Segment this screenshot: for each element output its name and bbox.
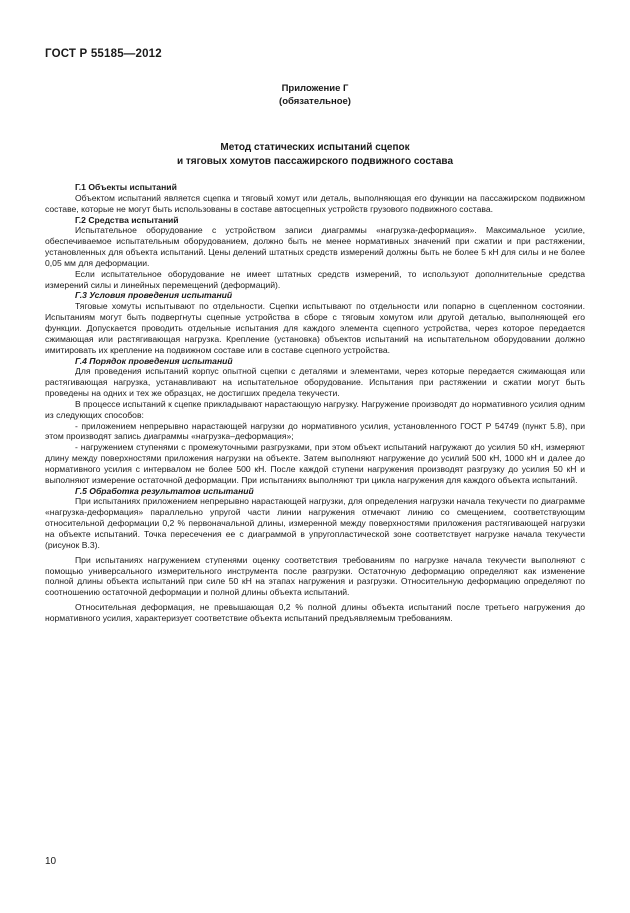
paragraph: Объектом испытаний является сцепка и тяговый хомут или деталь, выполняющая его функции на пассажирском подвижном составе, которые не могут быть использованы в составе автосцепных устройств грузового подвижного состава.	[45, 192, 585, 214]
section-heading-g4: Г.4 Порядок проведения испытаний	[75, 355, 233, 366]
section-heading-g3: Г.3 Условия проведения испытаний	[75, 290, 233, 301]
paragraph: Относительная деформация, не превышающая 0,2 % полной длины объекта испытаний после третьего нагружения до нормативного усилия, характеризует соответствие объекта испытаний предъявляемым требованиям.	[45, 602, 585, 623]
paragraph: В процессе испытаний к сцепке прикладывают нарастающую нагрузку. Нагружение производят до нормативного усилия одним из следующих способов:	[45, 398, 585, 420]
appendix-title	[0, 141, 630, 169]
title-line-1: Метод статических испытаний сцепок	[220, 142, 410, 153]
list-item: - нагружением ступенями с промежуточными разгрузками, при этом объект испытаний нагружают до усилия 50 кН, измеряют длину между поверхностями приложения нагрузки на объекте. Затем выполняют нагружение до усилий 500 кН, 1000 кН и далее до нормативного усилия с интервалом не более 500 кН. После каждой ступени нагружения производят разгрузку до усилия 50 кН и выполняют измерение остаточной деформации. При испытаниях выполняют три цикла нагружения для каждого объекта испытаний.	[45, 442, 585, 485]
page-number: 10	[45, 856, 57, 867]
list-item: - приложением непрерывно нарастающей нагрузки до нормативного усилия, установленного ГОСТ Р 54749 (пункт 5.8), при этом производят запись диаграммы «нагрузка–деформация»;	[45, 420, 585, 442]
paragraph: Испытательное оборудование с устройством записи диаграммы «нагрузка-деформация». Максимальное усилие, обеспечиваемое испытательным оборудованием, должно быть не менее нормативных значений при сжатии и при растяжении, установленных для объекта испытаний. Цены делений штатных средств измерений должны быть не более 5 кН для силы и не более 0,05 мм для деформации.	[45, 225, 585, 268]
paragraph: При испытаниях нагружением ступенями оценку соответствия требованиям по нагрузке начала текучести выполняют с помощью универсального измерительного инструмента после разгрузки. Остаточную деформацию определяют как изменение полной длины объекта испытаний при силе 50 кН на этапах нагружения и разгрузки. Относительную деформацию определяют по соотношению остаточной деформации и полной длины объекта испытаний.	[45, 554, 585, 598]
document-body	[45, 182, 585, 624]
appendix-status: (обязательное)	[279, 96, 351, 107]
appendix-heading	[0, 82, 630, 108]
paragraph: Для проведения испытаний корпус опытной сцепки с деталями и элементами, через которые передается сжимающая или растягивающая нагрузка, устанавливают на испытательное оборудование. Испытания при растяжении и сжатии могут быть проведены на одних и тех же образцах, не достигших предела текучести.	[45, 366, 585, 399]
section-heading-g2: Г.2 Средства испытаний	[75, 214, 179, 225]
appendix-label: Приложение Г	[281, 83, 349, 94]
section-heading-g5: Г.5 Обработка результатов испытаний	[75, 485, 254, 496]
paragraph: Если испытательное оборудование не имеет штатных средств измерений, то используют дополнительные средства измерений силы и линейных перемещений (деформаций).	[45, 268, 585, 290]
section-heading-g1: Г.1 Объекты испытаний	[75, 182, 177, 192]
paragraph: При испытаниях приложением непрерывно нарастающей нагрузки, для определения нагрузки начала текучести по диаграмме «нагрузка-деформация» параллельно упругой части линии нагружения отмечают линию со смещением, соответствующим относительной деформации 0,2 % первоначальной длины, измеренной между поверхностями приложения растягивающей нагрузки на объекте испытаний. Точка пересечения ее с диаграммой в упругопластической зоне соответствует нагрузке начала текучести (рисунок В.3).	[45, 496, 585, 550]
paragraph: Тяговые хомуты испытывают по отдельности. Сцепки испытывают по отдельности или попарно в сцепленном состоянии. Испытаниям могут быть подвергнуты сцепные устройства в сборе с тяговым хомутом или другой деталью, выполняющей его функции. Допускается проводить отдельные испытания для каждого элемента сцепного устройства, через которое передается сжимающая или растягивающая нагрузка. Крепление (установка) объектов испытаний на испытательном оборудовании должно имитировать их крепление на подвижном составе или в составе сцепного устройства.	[45, 301, 585, 355]
title-line-2: и тяговых хомутов пассажирского подвижного состава	[176, 156, 454, 167]
document-header: ГОСТ Р 55185—2012	[45, 48, 162, 60]
